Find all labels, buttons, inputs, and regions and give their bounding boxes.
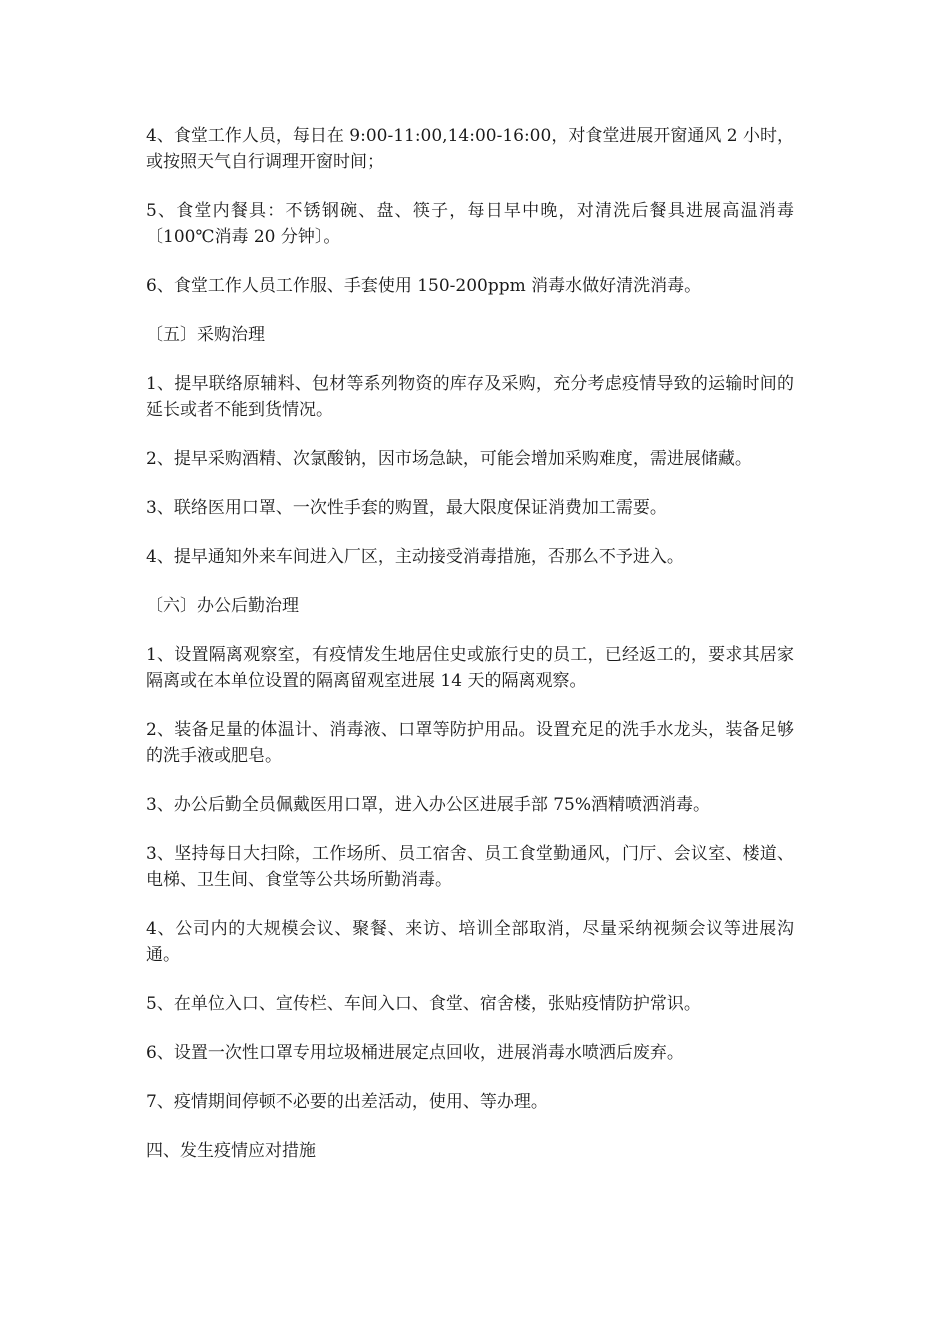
paragraph-protective-supplies: 2、装备足量的体温计、消毒液、口罩等防护用品。设置充足的洗手水龙头，装备足够的洗手液或肥皂。 <box>146 720 794 766</box>
paragraph-posting-notices: 5、在单位入口、宣传栏、车间入口、食堂、宿舍楼，张贴疫情防护常识。 <box>146 994 701 1014</box>
document-body <box>146 123 794 1187</box>
paragraph-vehicle-entry: 4、提早通知外来车间进入厂区，主动接受消毒措施，否那么不予进入。 <box>146 547 684 567</box>
paragraph-workwear-cleaning: 6、食堂工作人员工作服、手套使用 150-200ppm 消毒水做好清洗消毒。 <box>146 276 702 296</box>
paragraph-material-inventory: 1、提早联络原辅料、包材等系列物资的库存及采购，充分考虑疫情导致的运输时间的延长或者不能到货情况。 <box>146 374 794 420</box>
section-heading-outbreak-response: 四、发生疫情应对措施 <box>146 1141 316 1161</box>
section-heading-procurement: 〔五〕采购治理 <box>146 325 265 345</box>
paragraph-tableware-disinfection: 5、食堂内餐具：不锈钢碗、盘、筷子，每日早中晚，对清洗后餐具进展高温消毒〔100℃消毒 20 分钟〕。 <box>146 201 794 247</box>
paragraph-travel-suspension: 7、疫情期间停顿不必要的出差活动，使用、等办理。 <box>146 1092 548 1112</box>
paragraph-isolation-room: 1、设置隔离观察室，有疫情发生地居住史或旅行史的员工，已经返工的，要求其居家隔离或在本单位设置的隔离留观室进展 14 天的隔离观察。 <box>146 645 794 691</box>
paragraph-office-masks: 3、办公后勤全员佩戴医用口罩，进入办公区进展手部 75%酒精喷洒消毒。 <box>146 795 711 815</box>
section-heading-office-logistics: 〔六〕办公后勤治理 <box>146 596 299 616</box>
paragraph-canteen-ventilation: 4、食堂工作人员，每日在 9:00-11:00,14:00-16:00，对食堂进展开窗通风 2 小时，或按照天气自行调理开窗时间； <box>146 126 794 172</box>
paragraph-daily-cleaning: 3、坚持每日大扫除，工作场所、员工宿舍、员工食堂勤通风，门厅、会议室、楼道、电梯、卫生间、食堂等公共场所勤消毒。 <box>146 844 794 890</box>
paragraph-disinfectant-purchase: 2、提早采购酒精、次氯酸钠，因市场急缺，可能会增加采购难度，需进展储藏。 <box>146 449 752 469</box>
paragraph-mask-purchase: 3、联络医用口罩、一次性手套的购置，最大限度保证消费加工需要。 <box>146 498 667 518</box>
paragraph-meetings-cancelled: 4、公司内的大规模会议、聚餐、来访、培训全部取消，尽量采纳视频会议等进展沟通。 <box>146 919 794 965</box>
paragraph-mask-disposal: 6、设置一次性口罩专用垃圾桶进展定点回收，进展消毒水喷洒后废弃。 <box>146 1043 684 1063</box>
